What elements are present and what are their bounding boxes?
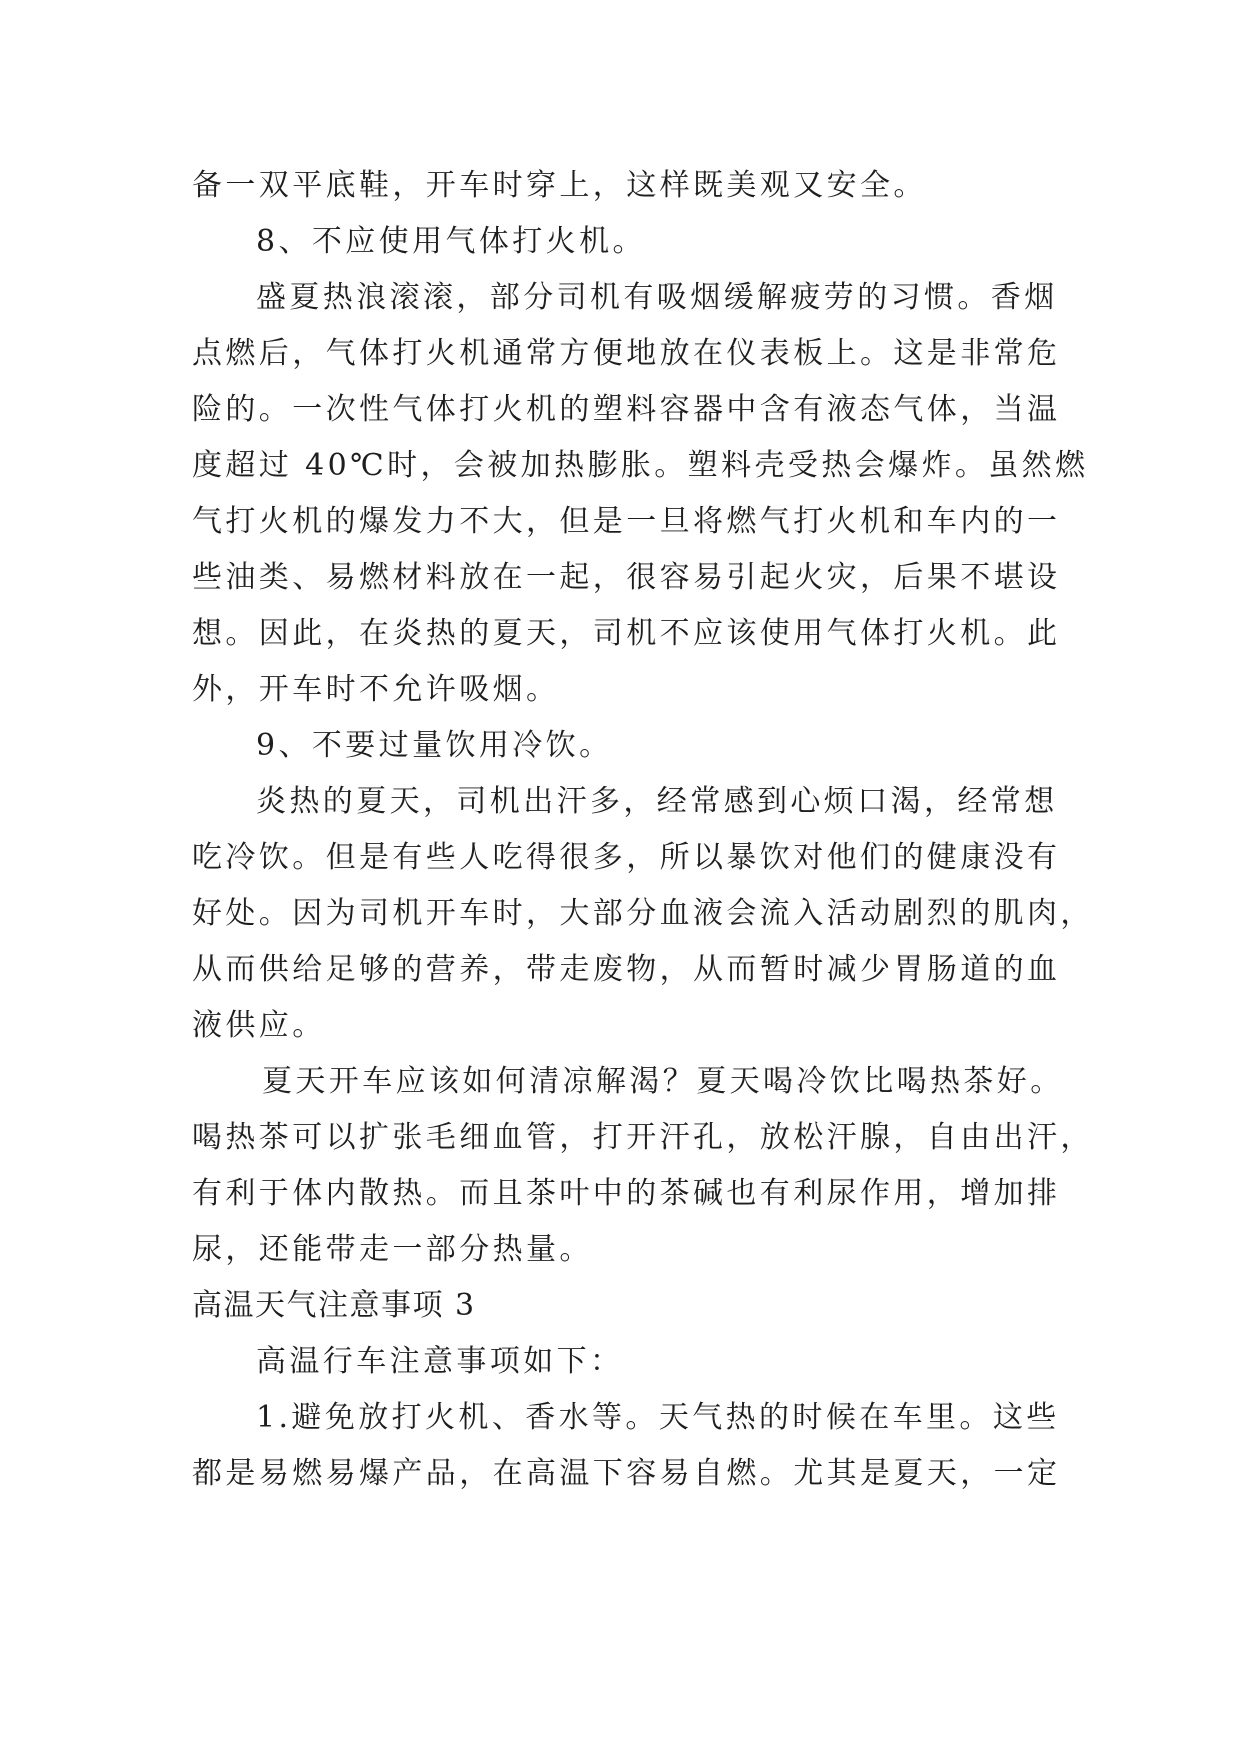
paragraph-line: 从而供给足够的营养，带走废物，从而暂时减少胃肠道的血 xyxy=(192,952,1061,987)
paragraph-line: 吃冷饮。但是有些人吃得很多，所以暴饮对他们的健康没有 xyxy=(192,840,1061,875)
paragraph-line: 盛夏热浪滚滚，部分司机有吸烟缓解疲劳的习惯。香烟 xyxy=(256,280,1058,315)
paragraph-line: 炎热的夏天，司机出汗多，经常感到心烦口渴，经常想 xyxy=(256,784,1058,819)
paragraph-line: 些油类、易燃材料放在一起，很容易引起火灾，后果不堪设 xyxy=(192,560,1061,595)
paragraph-line: 外，开车时不允许吸烟。 xyxy=(192,672,560,707)
paragraph-line: 液供应。 xyxy=(192,1008,326,1043)
paragraph-line: 都是易燃易爆产品，在高温下容易自燃。尤其是夏天，一定 xyxy=(192,1456,1061,1491)
paragraph-line: 尿，还能带走一部分热量。 xyxy=(192,1232,593,1267)
paragraph-line: 备一双平底鞋，开车时穿上，这样既美观又安全。 xyxy=(192,168,927,203)
section-title: 高温天气注意事项 3 xyxy=(192,1288,476,1323)
section-heading: 9、不要过量饮用冷饮。 xyxy=(256,728,613,763)
paragraph-line: 气打火机的爆发力不大，但是一旦将燃气打火机和车内的一 xyxy=(192,504,1061,539)
paragraph-line: 夏天开车应该如何清凉解渴？夏天喝冷饮比喝热茶好。 xyxy=(262,1064,1064,1099)
paragraph-line: 好处。因为司机开车时，大部分血液会流入活动剧烈的肌肉， xyxy=(192,896,1094,931)
paragraph-line: 度超过 40℃时，会被加热膨胀。塑料壳受热会爆炸。虽然燃 xyxy=(192,448,1089,483)
paragraph-line: 想。因此，在炎热的夏天，司机不应该使用气体打火机。此 xyxy=(192,616,1061,651)
paragraph-line: 有利于体内散热。而且茶叶中的茶碱也有利尿作用，增加排 xyxy=(192,1176,1061,1211)
paragraph-line: 高温行车注意事项如下： xyxy=(256,1344,624,1379)
list-item-line: 1.避免放打火机、香水等。天气热的时候在车里。这些 xyxy=(256,1400,1060,1435)
section-heading: 8、不应使用气体打火机。 xyxy=(256,224,646,259)
paragraph-line: 点燃后，气体打火机通常方便地放在仪表板上。这是非常危 xyxy=(192,336,1061,371)
paragraph-line: 喝热茶可以扩张毛细血管，打开汗孔，放松汗腺，自由出汗， xyxy=(192,1120,1094,1155)
paragraph-line: 险的。一次性气体打火机的塑料容器中含有液态气体，当温 xyxy=(192,392,1061,427)
